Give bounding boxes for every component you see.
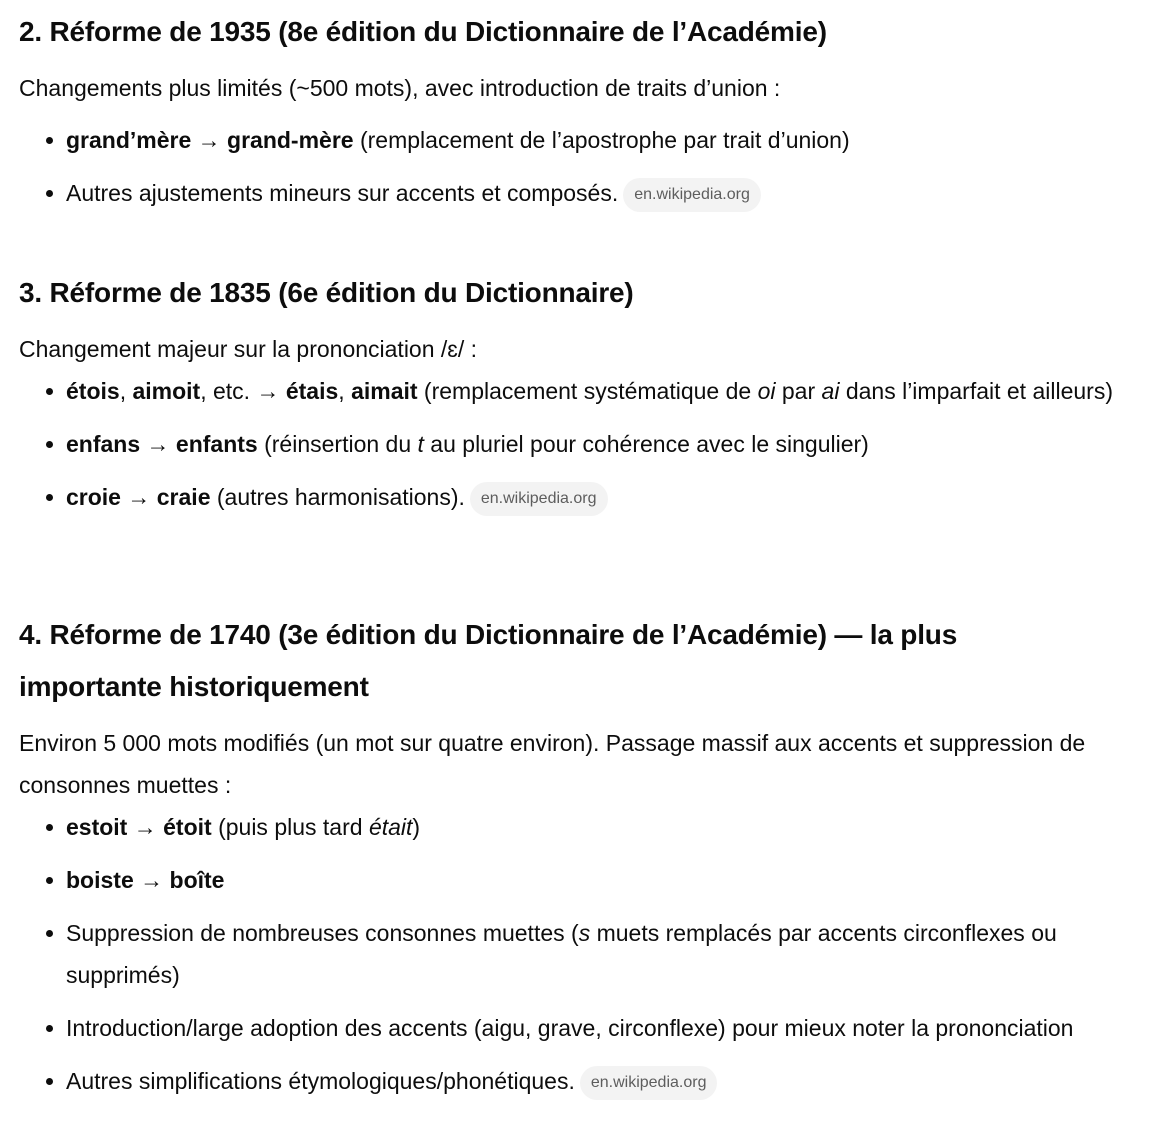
section-heading: 3. Réforme de 1835 (6e édition du Dictionnaire) — [19, 277, 634, 308]
section-1935 — [19, 6, 1154, 225]
list-item — [66, 1060, 1154, 1102]
list-item — [66, 370, 1154, 412]
list-item — [66, 119, 1154, 161]
arrow: → — [133, 867, 170, 893]
new-spelling: aimait — [351, 378, 418, 404]
list-item — [66, 912, 1154, 996]
description: (remplacement de l’apostrophe par trait d’union) — [353, 127, 850, 153]
list-item — [66, 476, 1154, 518]
list-item — [66, 1007, 1154, 1049]
arrow: → — [191, 127, 228, 153]
description: par — [775, 378, 822, 404]
description: (puis plus tard — [211, 814, 369, 840]
arrow: → — [120, 484, 157, 510]
italic-term: ai — [821, 378, 840, 404]
list-item — [66, 859, 1154, 901]
old-spelling: grand’mère — [66, 127, 192, 153]
new-spelling: enfants — [175, 431, 258, 457]
separator: , — [338, 378, 352, 404]
description: (remplacement systématique de — [417, 378, 758, 404]
italic-term: oi — [757, 378, 776, 404]
new-spelling: étoit — [163, 814, 212, 840]
source-citation-link[interactable]: en.wikipedia.org — [580, 1066, 718, 1100]
description: ) — [412, 814, 421, 840]
old-spelling: estoit — [66, 814, 128, 840]
description: (autres harmonisations). — [210, 484, 465, 510]
italic-term: s — [578, 920, 591, 946]
italic-term: t — [417, 431, 424, 457]
list-item — [66, 172, 1154, 214]
bullet-list — [19, 119, 1154, 214]
description: au pluriel pour cohérence avec le singulier) — [423, 431, 869, 457]
new-spelling: boîte — [169, 867, 225, 893]
separator: , — [119, 378, 133, 404]
section-intro: Changements plus limités (~500 mots), avec introduction de traits d’union : — [19, 75, 781, 101]
new-spelling: grand-mère — [227, 127, 354, 153]
section-1835 — [19, 267, 1154, 529]
arrow: → — [140, 431, 176, 457]
new-spelling: craie — [156, 484, 211, 510]
old-spelling: aimoit — [132, 378, 201, 404]
section-intro: Environ 5 000 mots modifiés (un mot sur quatre environ). Passage massif aux accents et suppression de consonnes muettes : — [19, 730, 1086, 798]
description: dans l’imparfait et ailleurs) — [839, 378, 1113, 404]
bullet-list — [19, 806, 1154, 1102]
old-spelling: enfans — [66, 431, 141, 457]
section-heading: 2. Réforme de 1935 (8e édition du Dictionnaire de l’Académie) — [19, 16, 827, 47]
arrow: , etc. → — [200, 378, 286, 404]
bullet-list — [19, 370, 1154, 518]
new-spelling: étais — [285, 378, 339, 404]
list-item — [66, 806, 1154, 848]
list-item — [66, 423, 1154, 465]
description: Autres simplifications étymologiques/phonétiques. — [66, 1068, 575, 1094]
section-intro: Changement majeur sur la prononciation /ɛ/ : — [19, 336, 478, 362]
source-citation-link[interactable]: en.wikipedia.org — [470, 482, 608, 516]
section-1740 — [19, 609, 1154, 1113]
description: Introduction/large adoption des accents (aigu, grave, circonflexe) pour mieux noter la prononciation — [66, 1015, 1074, 1041]
description: (réinsertion du — [257, 431, 418, 457]
old-spelling: croie — [66, 484, 121, 510]
description: Suppression de nombreuses consonnes muettes ( — [66, 920, 579, 946]
italic-term: était — [368, 814, 413, 840]
description: Autres ajustements mineurs sur accents et composés. — [66, 180, 619, 206]
arrow: → — [127, 814, 164, 840]
section-heading: 4. Réforme de 1740 (3e édition du Dictionnaire de l’Académie) — la plus importante historiquement — [19, 619, 958, 702]
source-citation-link[interactable]: en.wikipedia.org — [623, 178, 761, 212]
description: muets remplacés par accents circonflexes ou supprimés) — [66, 920, 1057, 988]
old-spelling: étois — [66, 378, 120, 404]
old-spelling: boiste — [66, 867, 134, 893]
